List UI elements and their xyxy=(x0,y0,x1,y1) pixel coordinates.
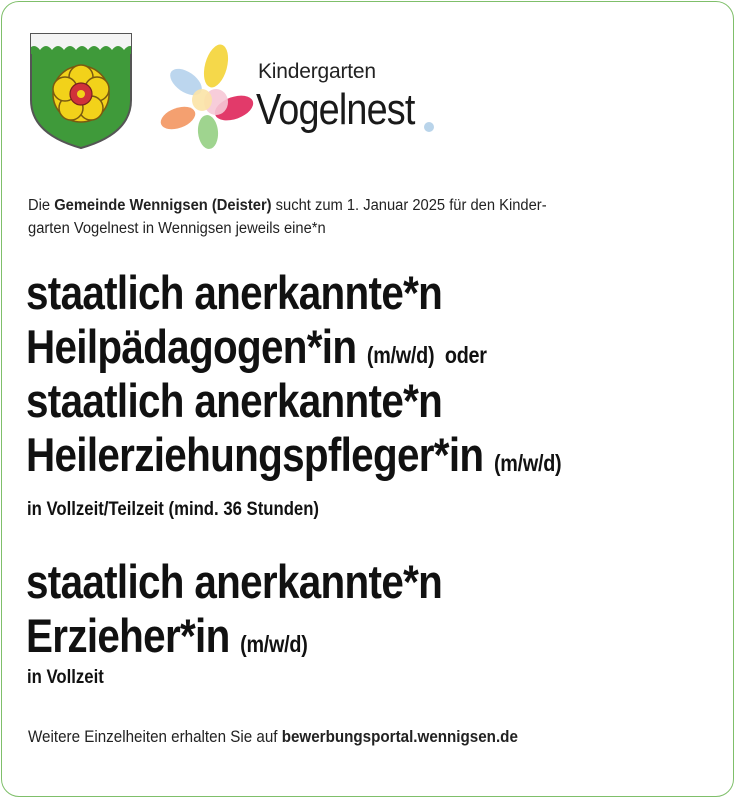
logo-vogelnest-label: Vogelnest xyxy=(256,85,415,134)
position1-title-line3: staatlich anerkannte*n xyxy=(26,374,443,427)
gender-note: (m/w/d) xyxy=(240,631,308,657)
intro-text: Die Gemeinde Wennigsen (Deister) sucht zum 1. Januar 2025 für den Kinder- garten Vogelnest in Wennigsen jeweils eine*n xyxy=(28,197,547,237)
logo-kindergarten-label: Kindergarten xyxy=(258,60,376,83)
position2-title-line2: Erzieher*in (m/w/d) xyxy=(26,609,308,662)
position2-title-line1: staatlich anerkannte*n xyxy=(26,555,443,608)
footer-text: Weitere Einzelheiten erhalten Sie auf bewerbungsportal.wennigsen.de xyxy=(28,728,518,746)
conjunction: oder xyxy=(444,342,487,368)
employer-name: Gemeinde Wennigsen (Deister) xyxy=(54,197,272,214)
position1-title-line1: staatlich anerkannte*n xyxy=(26,266,443,319)
position1-title-line2: Heilpädagogen*in (m/w/d) oder xyxy=(26,320,487,373)
vogelnest-flower-logo xyxy=(158,42,254,154)
municipal-crest-logo xyxy=(28,30,134,150)
position2-scope: in Vollzeit xyxy=(27,667,104,688)
position1-scope: in Vollzeit/Teilzeit (mind. 36 Stunden) xyxy=(27,499,320,520)
job-ad-card xyxy=(1,1,734,797)
gender-note: (m/w/d) xyxy=(366,342,435,368)
portal-link[interactable]: bewerbungsportal.wennigsen.de xyxy=(281,728,518,746)
logo-dot xyxy=(424,122,434,132)
position1-title-line4: Heilerziehungspfleger*in (m/w/d) xyxy=(26,428,562,481)
gender-note: (m/w/d) xyxy=(493,450,562,476)
